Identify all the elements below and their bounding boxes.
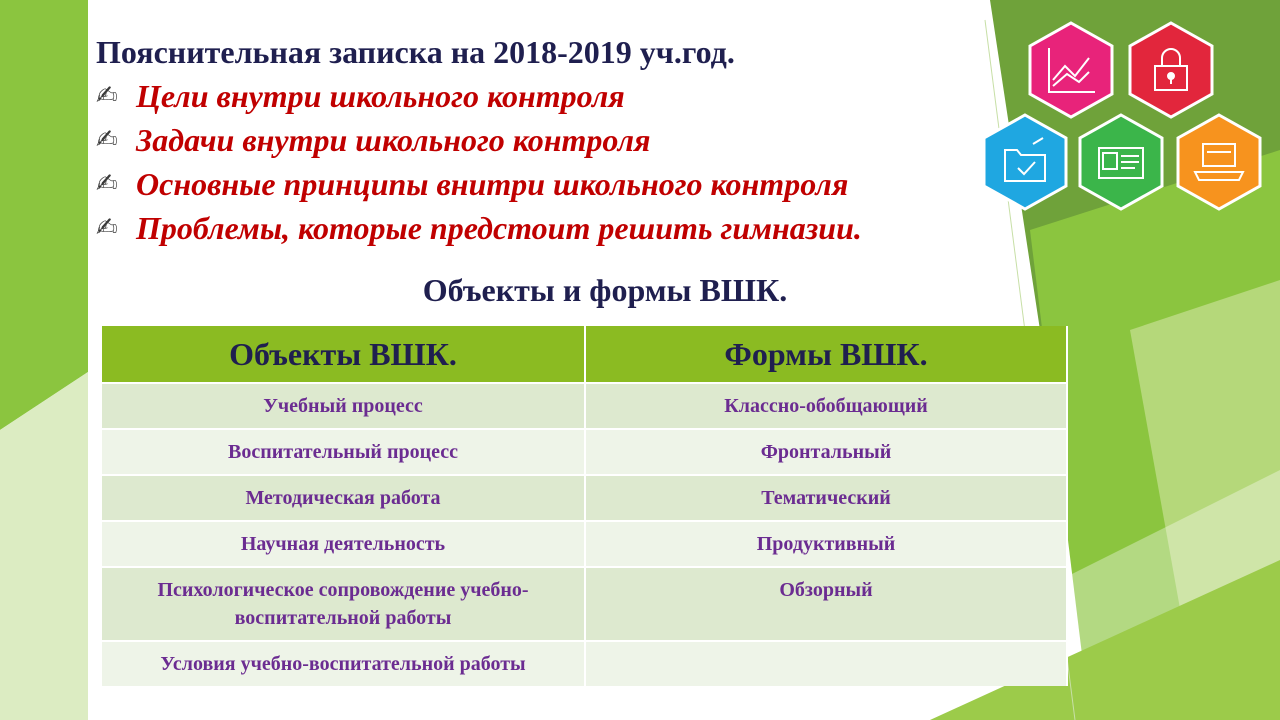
chart-hex bbox=[1030, 23, 1112, 117]
lock-hex bbox=[1130, 23, 1212, 117]
table-cell: Психологическое сопровождение учебно-воспитательной работы bbox=[102, 567, 585, 641]
bullet-item bbox=[96, 118, 996, 162]
bullet-item bbox=[96, 74, 996, 118]
bullet-text: Основные принципы внитри школьного контроля bbox=[136, 165, 849, 202]
objects-forms-table bbox=[102, 326, 1068, 686]
table-header-row bbox=[102, 326, 1067, 383]
idcard-hex bbox=[1080, 115, 1162, 209]
header-forms: Формы ВШК. bbox=[585, 326, 1067, 383]
table-cell bbox=[585, 641, 1067, 686]
bullet-item bbox=[96, 162, 996, 206]
bullet-text: Проблемы, которые предстоит решить гимназии. bbox=[136, 209, 862, 246]
table-row bbox=[102, 429, 1067, 475]
writing-hand-icon: ✍ bbox=[96, 213, 118, 243]
table-row bbox=[102, 567, 1067, 641]
table-cell: Обзорный bbox=[585, 567, 1067, 641]
table-subtitle: Объекты и формы ВШК. bbox=[422, 272, 788, 308]
table-cell: Научная деятельность bbox=[102, 521, 585, 567]
table-row bbox=[102, 521, 1067, 567]
title-block bbox=[96, 30, 996, 250]
table-cell: Воспитательный процесс bbox=[102, 429, 585, 475]
table-row bbox=[102, 383, 1067, 429]
bullet-text: Цели внутри школьного контроля bbox=[136, 77, 625, 114]
bullet-item bbox=[96, 206, 996, 250]
table-cell: Тематический bbox=[585, 475, 1067, 521]
left-green-stripe bbox=[0, 0, 88, 430]
hexagon-icons bbox=[975, 15, 1270, 230]
laptop-hex bbox=[1178, 115, 1260, 209]
left-lower-shape bbox=[0, 372, 88, 720]
table-cell: Методическая работа bbox=[102, 475, 585, 521]
table-row bbox=[102, 641, 1067, 686]
bullet-text: Задачи внутри школьного контроля bbox=[136, 121, 651, 158]
table-cell: Продуктивный bbox=[585, 521, 1067, 567]
table-cell: Условия учебно-воспитательной работы bbox=[102, 641, 585, 686]
table-cell: Учебный процесс bbox=[102, 383, 585, 429]
writing-hand-icon: ✍ bbox=[96, 125, 118, 155]
header-objects: Объекты ВШК. bbox=[102, 326, 585, 383]
table-cell: Классно-обобщающий bbox=[585, 383, 1067, 429]
writing-hand-icon: ✍ bbox=[96, 81, 118, 111]
writing-hand-icon: ✍ bbox=[96, 169, 118, 199]
folder-hex bbox=[984, 115, 1066, 209]
slide-title: Пояснительная записка на 2018-2019 уч.год. bbox=[96, 34, 735, 70]
table-row bbox=[102, 475, 1067, 521]
table-cell: Фронтальный bbox=[585, 429, 1067, 475]
bullet-list bbox=[96, 74, 996, 250]
